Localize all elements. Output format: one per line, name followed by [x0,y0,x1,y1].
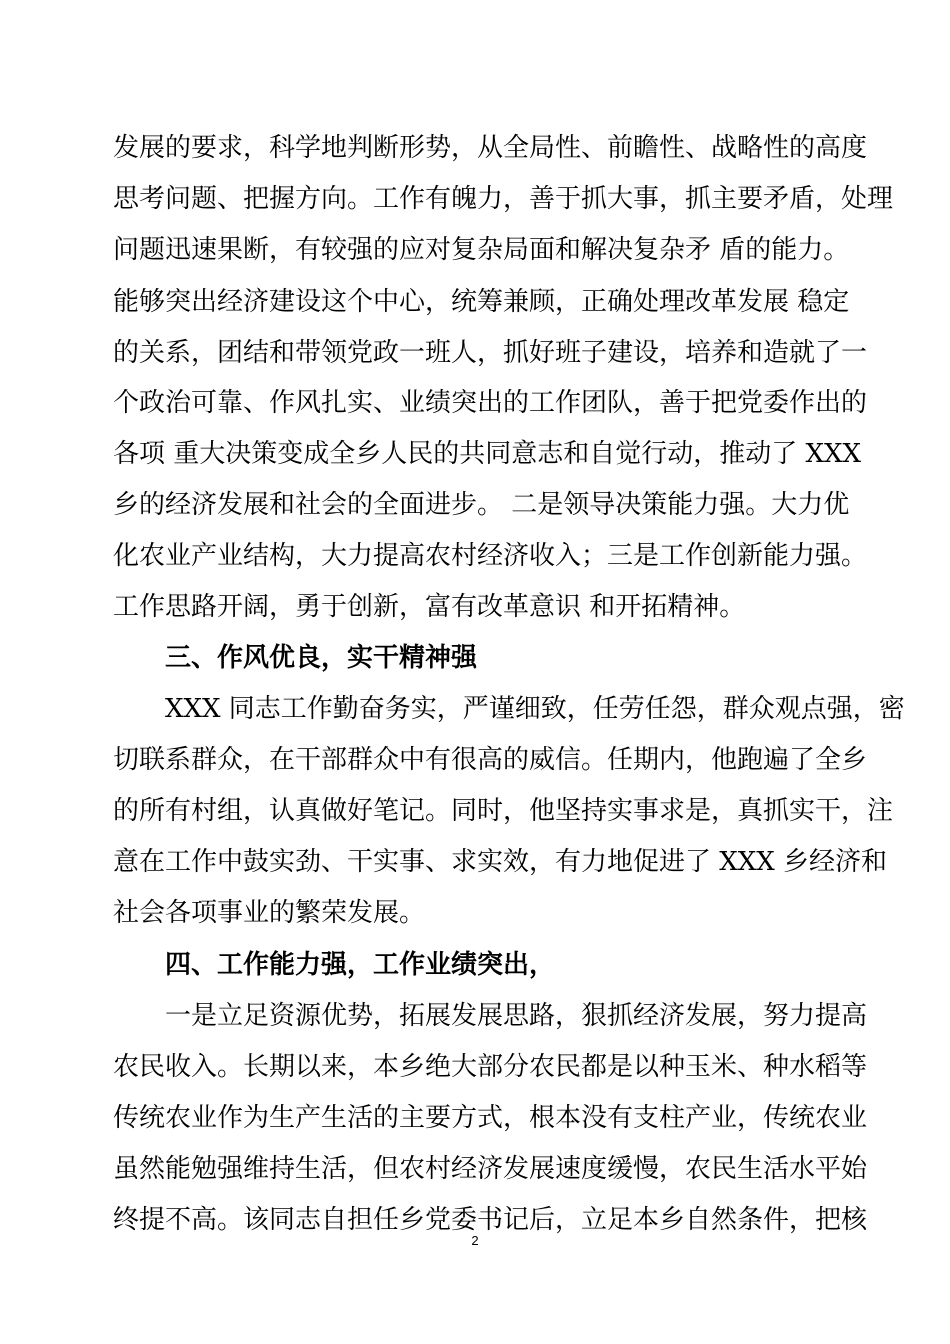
paragraph-line: 的所有村组，认真做好笔记。同时，他坚持实事求是，真抓实干，注 [113,796,894,826]
paragraph-line: 发展的要求，科学地判断形势，从全局性、前瞻性、战略性的高度 [113,133,868,163]
paragraph-line: 思考问题、把握方向。工作有魄力，善于抓大事，抓主要矛盾，处理 [113,184,894,214]
paragraph-line: 虽然能勉强维持生活，但农村经济发展速度缓慢，农民生活水平始 [113,1154,868,1184]
section-heading-4: 四、工作能力强，工作业绩突出， [165,950,556,980]
paragraph-line: 乡的经济发展和社会的全面进步。 二是领导决策能力强。大力优 [113,490,850,520]
paragraph-line: XXX 同志工作勤奋务实，严谨细致，任劳任怨，群众观点强，密 [165,694,905,724]
paragraph-line: 终提不高。该同志自担任乡党委书记后，立足本乡自然条件，把核 [113,1205,868,1235]
paragraph-line: 能够突出经济建设这个中心，统筹兼顾，正确处理改革发展 稳定 [113,287,850,317]
paragraph-line: 意在工作中鼓实劲、干实事、求实效，有力地促进了 XXX 乡经济和 [113,847,888,877]
paragraph-line: 一是立足资源优势，拓展发展思路，狠抓经济发展，努力提高 [165,1001,868,1031]
paragraph-line: 问题迅速果断，有较强的应对复杂局面和解决复杂矛 盾的能力。 [113,235,850,265]
paragraph-line: 传统农业作为生产生活的主要方式，根本没有支柱产业，传统农业 [113,1103,868,1133]
page-number: 2 [471,1233,479,1248]
paragraph-line: 切联系群众，在干部群众中有很高的威信。任期内，他跑遍了全乡 [113,745,868,775]
paragraph-line: 各项 重大决策变成全乡人民的共同意志和自觉行动，推动了 XXX [113,439,862,469]
paragraph-line: 社会各项事业的繁荣发展。 [113,898,426,928]
paragraph-line: 农民收入。长期以来，本乡绝大部分农民都是以种玉米、种水稻等 [113,1052,868,1082]
paragraph-line: 化农业产业结构，大力提高农村经济收入；三是工作创新能力强。 [113,541,868,571]
paragraph-line: 的关系，团结和带领党政一班人，抓好班子建设，培养和造就了一 [113,338,868,368]
paragraph-line: 工作思路开阔，勇于创新，富有改革意识 和开拓精神。 [113,592,746,622]
section-heading-3: 三、作风优良，实干精神强 [165,643,478,673]
paragraph-line: 个政治可靠、作风扎实、业绩突出的工作团队，善于把党委作出的 [113,388,868,418]
